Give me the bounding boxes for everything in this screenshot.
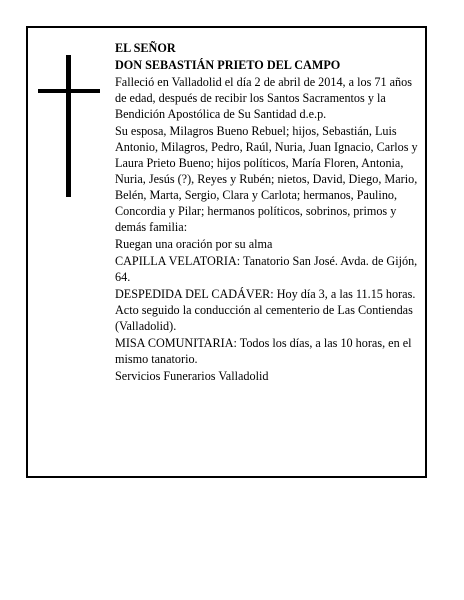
chapel-info: CAPILLA VELATORIA: Tanatorio San José. Avda. de Gijón, 64. — [115, 254, 418, 284]
death-announcement: Falleció en Valladolid el día 2 de abril de 2014, a los 71 años de edad, después de recibir los Santos Sacramentos y la Bendición Apostólica de Su Santidad d.e.p. — [115, 75, 412, 121]
cross-vertical-bar — [66, 55, 71, 197]
deceased-name: DON SEBASTIÁN PRIETO DEL CAMPO — [115, 58, 341, 72]
obituary-notice — [26, 26, 427, 478]
cross-icon — [38, 55, 100, 197]
prayer-request: Ruegan una oración por su alma — [115, 237, 273, 251]
family-list: Su esposa, Milagros Bueno Rebuel; hijos, Sebastián, Luis Antonio, Milagros, Pedro, Raúl, Nuria, Juan Ignacio, Carlos y Laura Prieto Bueno; hijos políticos, María Floren, Antonia, Nuria, Jesús (?), Reyes y Rubén; nietos, David, Diego, Mario, Belén, Marta, Sergio, Clara y Carlota; hermanos, Paulino, Concordia y Pilar; hermanos políticos, sobrinos, primos y demás familia: — [115, 124, 418, 234]
mass-info: MISA COMUNITARIA: Todos los días, a las 10 horas, en el mismo tanatorio. — [115, 336, 412, 366]
funeral-services: Servicios Funerarios Valladolid — [115, 369, 269, 383]
notice-body — [115, 40, 425, 385]
notice-title: EL SEÑOR — [115, 41, 176, 55]
farewell-info: DESPEDIDA DEL CADÁVER: Hoy día 3, a las 11.15 horas. Acto seguido la conducción al cementerio de Las Contiendas (Valladolid). — [115, 287, 416, 333]
cross-horizontal-bar — [38, 89, 100, 93]
